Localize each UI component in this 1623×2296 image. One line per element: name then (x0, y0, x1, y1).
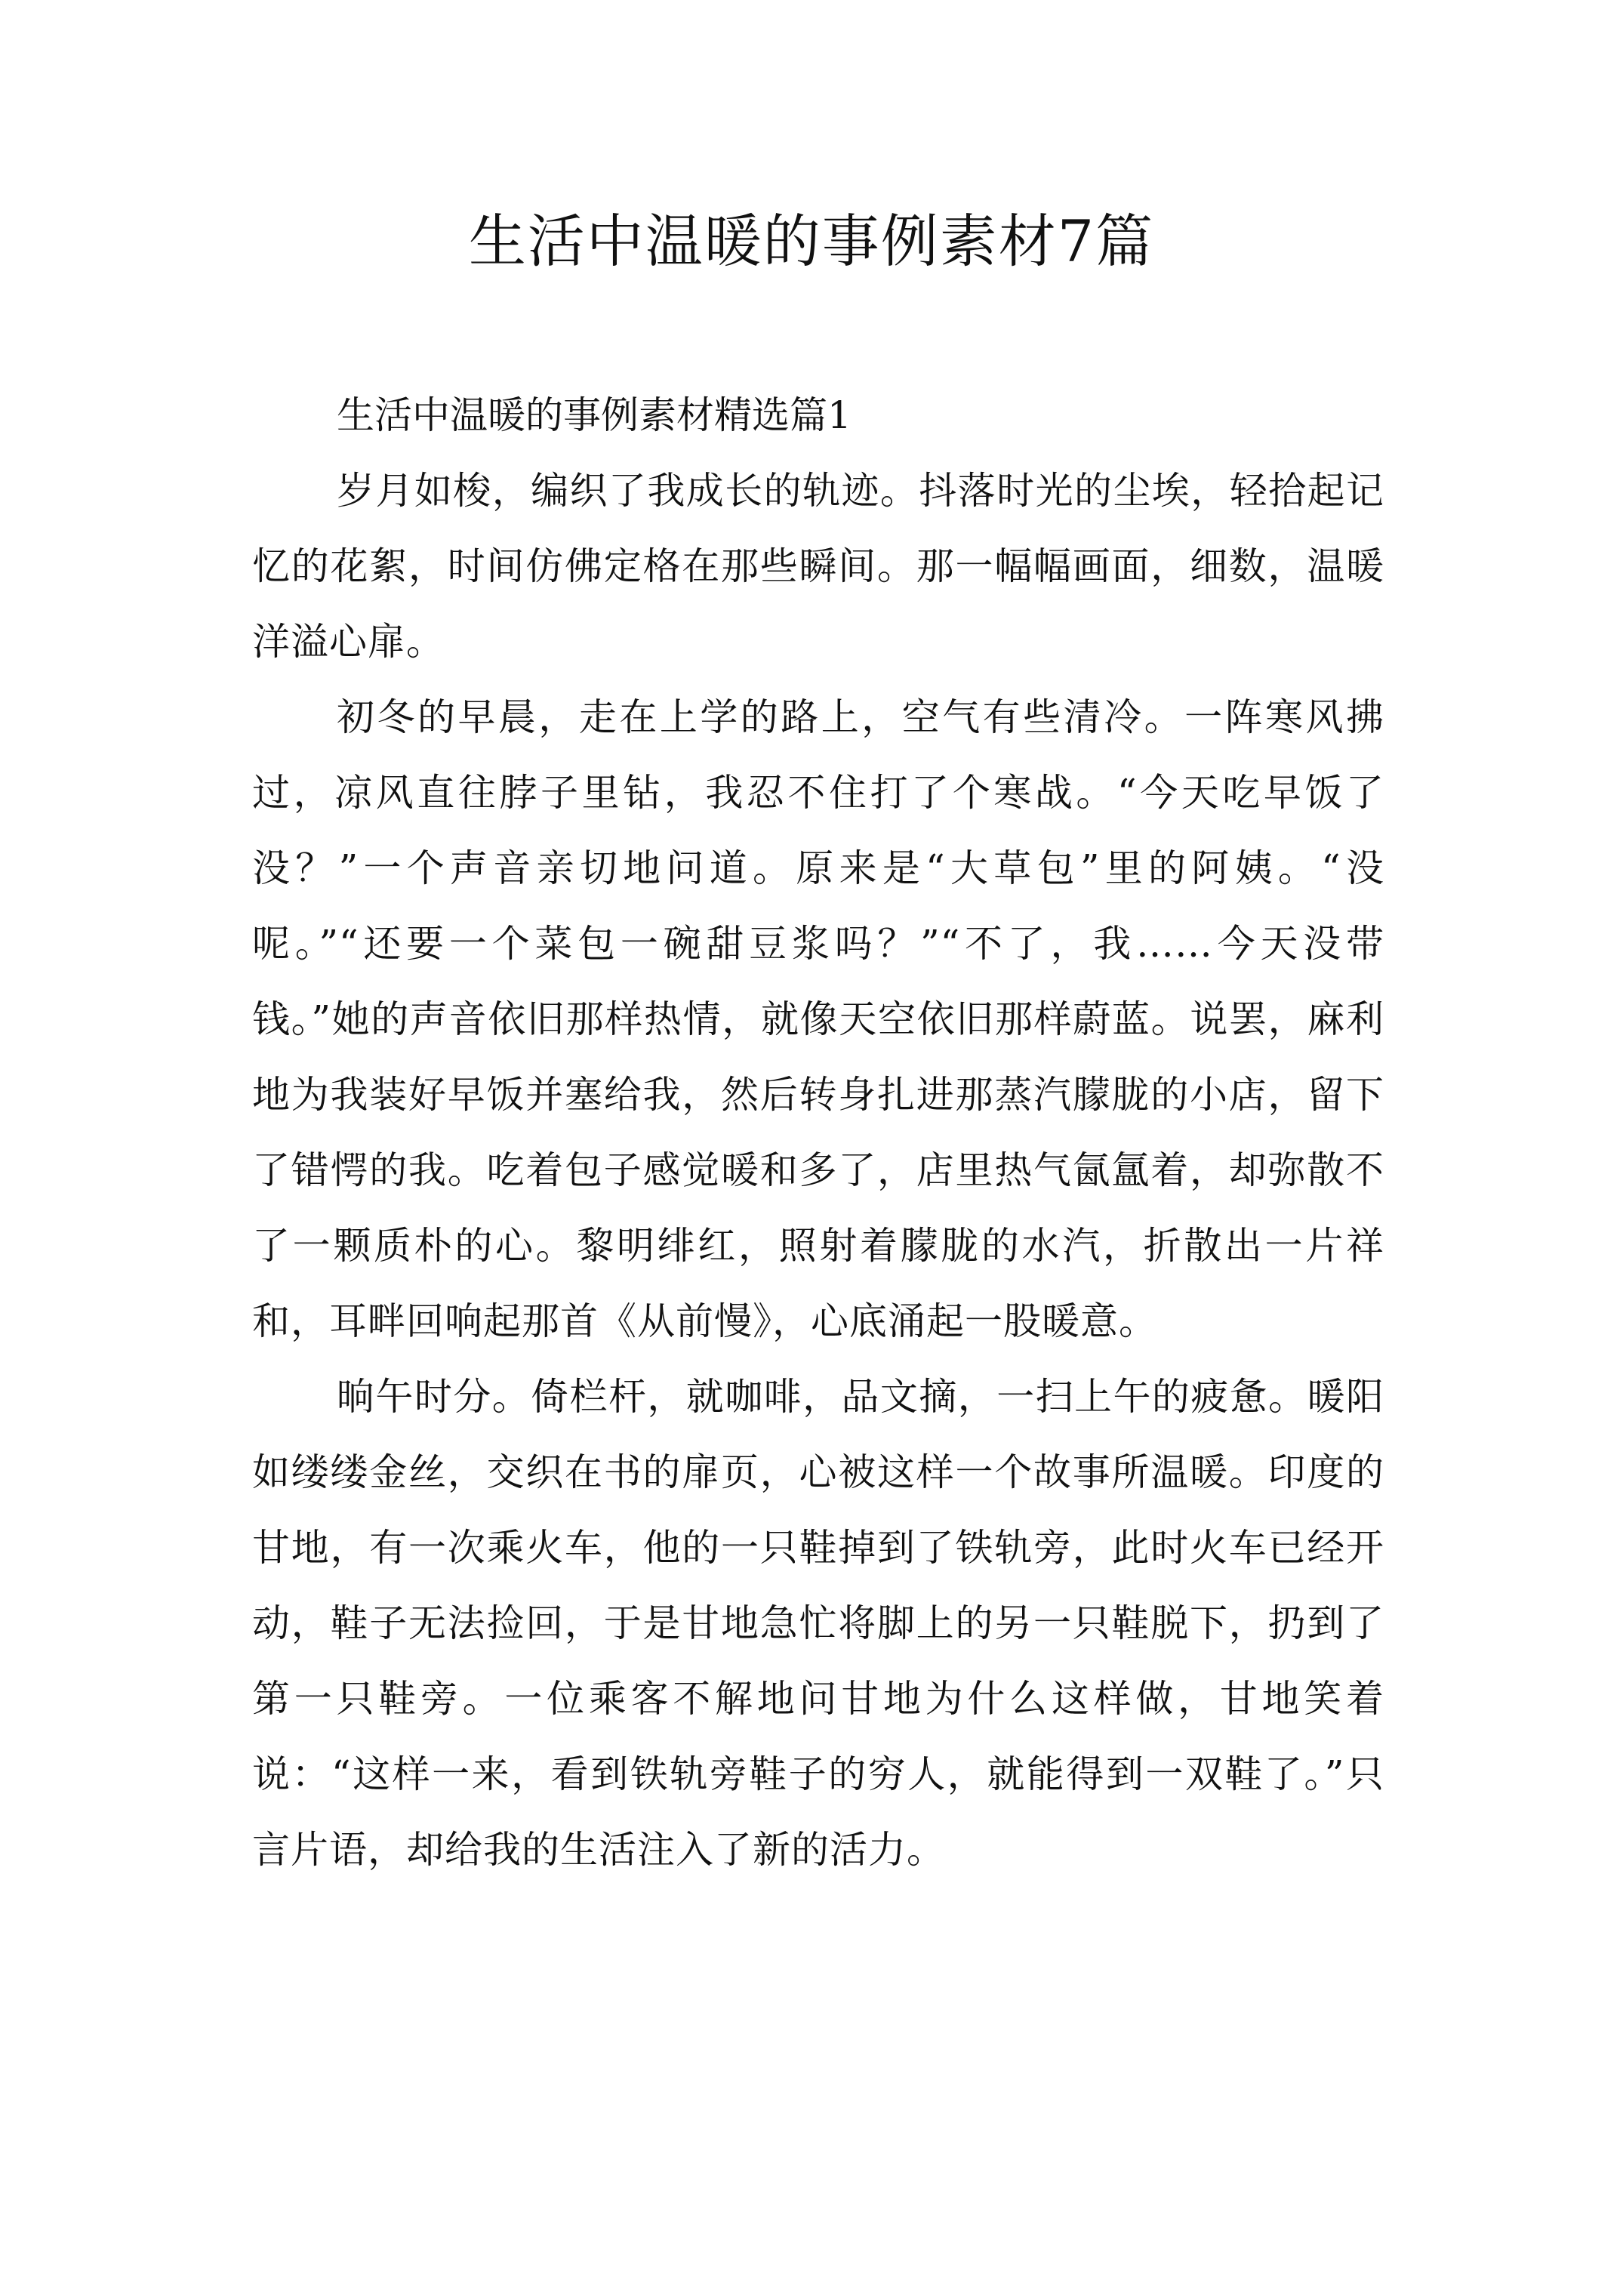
section-heading: 生活中温暖的事例素材精选篇1 (337, 393, 852, 437)
paragraph: 岁月如梭，编织了我成长的轨迹。抖落时光的尘埃，轻拾起记忆的花絮，时间仿佛定格在那些瞬间。那一幅幅画面，细数，温暖洋溢心扉。 (252, 469, 1384, 664)
paragraph: 晌午时分。倚栏杆，就咖啡，品文摘，一扫上午的疲惫。暖阳如缕缕金丝，交织在书的扉页，心被这样一个故事所温暖。印度的甘地，有一次乘火车，他的一只鞋掉到了铁轨旁，此时火车已经开动，鞋子无法捡回，于是甘地急忙将脚上的另一只鞋脱下，扔到了第一只鞋旁。一位乘客不解地问甘地为什么这样做，甘地笑着说：“这样一来，看到铁轨旁鞋子的穷人，就能得到一双鞋了。”只言片语，却给我的生活注入了新的活力。 (252, 1375, 1384, 1872)
paragraph: 初冬的早晨，走在上学的路上，空气有些清冷。一阵寒风拂过，凉风直往脖子里钻，我忍不住打了个寒战。“今天吃早饭了没？”一个声音亲切地问道。原来是“大草包”里的阿姨。“没呢。”“还要一个菜包一碗甜豆浆吗？”“不了，我……今天没带钱。”她的声音依旧那样热情，就像天空依旧那样蔚蓝。说罢，麻利地为我装好早饭并塞给我，然后转身扎进那蒸汽朦胧的小店，留下了错愕的我。吃着包子感觉暖和多了，店里热气氤氲着，却弥散不了一颗质朴的心。黎明绯红，照射着朦胧的水汽，折散出一片祥和，耳畔回响起那首《从前慢》，心底涌起一股暖意。 (252, 695, 1384, 1343)
document-body (252, 378, 1384, 1888)
document-title: 生活中温暖的事例素材7篇 (468, 208, 1155, 275)
